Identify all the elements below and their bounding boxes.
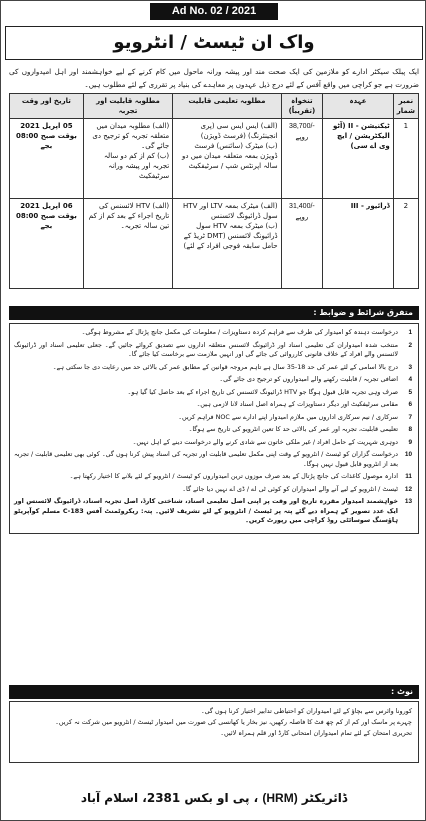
row-date-time	[10, 119, 84, 199]
row-experience	[83, 199, 172, 289]
list-item	[14, 341, 412, 360]
term-number: 5	[408, 388, 412, 396]
term-text: درخواست گزاران کو ٹیسٹ / انٹرویو کے وقت اپنی مکمل تعلیمی قابلیت اور تجربہ کی اسناد پیش کرنا ہوں گی۔ کوئی بھی تعلیمی قابلیت / تجربہ بعد از انٹرویو قابل قبول نہیں ہوگا۔	[14, 450, 398, 468]
row-serial: 1	[393, 119, 418, 199]
header-pay: تنخواہ (تقریباً)	[281, 94, 323, 119]
note-line: کورونا وائرس سے بچاؤ کے لئے امیدواران کو احتیاطی تدابیر اختیار کرنا ہوں گی۔	[200, 707, 412, 715]
header-serial: نمبر شمار	[393, 94, 418, 119]
row-pay-amount: 31,400/-	[289, 203, 315, 210]
term-number: 7	[408, 413, 412, 421]
term-text: اضافی تجربہ / قابلیت رکھنے والے امیدواروں کو ترجیح دی جائے گی۔	[219, 375, 398, 383]
list-item	[14, 413, 412, 423]
list-item	[14, 375, 412, 385]
terms-list	[9, 323, 419, 534]
list-item	[14, 363, 412, 373]
term-number: 2	[408, 341, 412, 349]
row-post: ٹیکنیشن - II (آٹو الیکٹریشن / ایچ وی اے سی)	[323, 119, 394, 199]
row-pay-suffix: روپے	[295, 133, 309, 141]
footer-hrm: (HRM)	[262, 791, 298, 805]
experience-item: (ب) کم از کم دو سالہ تجربہ اور پیشہ ورانہ سرٹیفکیٹ	[103, 152, 170, 180]
row-pay-amount: 38,700/-	[289, 123, 315, 130]
term-number: 4	[408, 376, 412, 383]
list-item	[14, 497, 412, 526]
term-number: 12	[404, 485, 412, 493]
notes-box	[9, 701, 419, 763]
terms-heading: متفرق شرائط و ضوابط :	[9, 306, 419, 320]
term-number: 8	[408, 426, 412, 433]
header-post: عہدہ	[323, 94, 394, 119]
term-text: ٹیسٹ / انٹرویو کے لیے آنے والے امیدواران کو کوئی ٹی اے / ڈی اے نہیں دیا جائے گا۔	[182, 484, 398, 493]
term-text: درخواست دہندہ کو امیدوار کی طرف سے فراہم کردہ دستاویزات / معلومات کی مکمل جانچ پڑتال کے مشروط ہوگی۔	[81, 328, 398, 336]
header-date-time: تاریخ اور وقت	[10, 94, 84, 119]
header-experience: مطلوبہ قابلیت اور تجربہ	[83, 94, 172, 119]
list-item	[14, 485, 412, 495]
row-pay	[281, 119, 323, 199]
table-row	[10, 199, 419, 289]
header-qualification: مطلوبہ تعلیمی قابلیت	[173, 94, 281, 119]
row-date: 05 اپریل 2021	[20, 122, 73, 130]
term-text: تعلیمی قابلیت، تجربہ اور عمر کی بالائی حد کا تعین انٹرویو کی تاریخ سے ہوگا۔	[188, 425, 398, 433]
title-box	[5, 26, 423, 60]
row-serial: 2	[393, 199, 418, 289]
row-time: بوقت صبح 08:00 بجے	[15, 212, 77, 230]
term-number: 13	[404, 498, 412, 505]
table-header-row	[10, 94, 419, 119]
term-text: درج بالا اسامی کے لئے عمر کی حد 18-35 سال ہے تاہم مروجہ قوانین کے مطابق عمر کی بالائی حد میں رعایت دی جا سکتی ہے۔	[52, 362, 398, 371]
term-text: دوہری شہریت کے حامل افراد / غیر ملکی خاتون سے شادی کرنے والے درخواست دینے کے اہل نہیں۔	[132, 437, 398, 446]
term-number: 11	[405, 473, 412, 480]
row-pay	[281, 199, 323, 289]
term-text: مقامی سرٹیفکیٹ اور دیگر دستاویزات کے ہمراہ اصل اسناد لانا لازمی ہیں۔	[196, 400, 398, 408]
row-date-time	[10, 199, 84, 289]
footer-address: ، پی او بکس 2381، اسلام آباد	[80, 791, 259, 805]
page-title: واک ان ٹیسٹ / انٹرویو	[113, 32, 315, 53]
term-number: 6	[408, 401, 412, 408]
jobs-table	[9, 93, 419, 289]
row-qualification	[173, 199, 281, 289]
row-post: ڈرائیور - III	[323, 199, 394, 289]
qualification-item: (الف) میٹرک بمعہ LTV اور HTV سول ڈرائیونگ لائسنس	[183, 202, 278, 220]
term-number: 1	[408, 329, 412, 336]
note-line: چہرے پر ماسک اور کم از کم چھ فٹ کا فاصلہ رکھیں، نیز بخار یا کھانسی کی صورت میں امیدوار ٹیسٹ / انٹرویو میں شرکت نہ کریں۔	[55, 718, 412, 726]
footer-director-label: ڈائریکٹر	[301, 791, 348, 805]
row-date: 06 اپریل 2021	[20, 202, 73, 210]
row-qualification	[173, 119, 281, 199]
footer-signature	[9, 791, 419, 805]
qualification-item: (الف) ایس ایس سی (پری انجینئرنگ) (فرسٹ ڈویژن)	[200, 122, 278, 140]
experience-item: (الف) HTV لائسنس کی تاریخ اجراء کے بعد کم از کم تین سالہ تجربہ۔	[88, 202, 170, 230]
list-item	[14, 328, 412, 338]
experience-item: (الف) مطلوبہ میدان میں متعلقہ تجربہ کو ترجیح دی جائے گی۔	[92, 122, 170, 150]
term-number: 3	[408, 363, 412, 371]
ad-number-badge: Ad No. 02 / 2021	[150, 3, 278, 20]
term-number: 10	[404, 451, 412, 458]
notes-heading: نوٹ :	[9, 685, 419, 699]
term-text: منتخب شدہ امیدواران کی تعلیمی اسناد اور ڈرائیونگ لائسنس متعلقہ اداروں سے تصدیق کروائے جائیں گے۔ جعلی تعلیمی اسناد اور ڈرائیونگ لائسنس والے افراد کے خلاف قانونی کارروائی کی جائے گی اور انہیں ملازمت سے برخاست کیا جائے گا۔	[14, 340, 398, 358]
list-item	[14, 438, 412, 448]
row-experience	[83, 119, 172, 199]
term-text: خواہشمند امیدوار مقررہ تاریخ اور وقت پر اپنی اصل تعلیمی اسناد، شناختی کارڈ، اصل تجربہ اسناد، ڈرائیونگ لائسنس اور ایک عدد تصویر کے ہمراہ دیے گئے پتہ پر ٹیسٹ / انٹرویو کے لئے تشریف لائیں۔ پتہ: ریکروٹمنٹ آفس C-183 مسلم کوآپریٹو ہاؤسنگ سوسائٹی روڈ کراچی میں رپورٹ کریں۔	[14, 497, 398, 524]
list-item	[14, 400, 412, 410]
list-item	[14, 450, 412, 469]
term-text: ادارہ موصول کاغذات کی جانچ پڑتال کے بعد صرف موزوں ترین امیدواروں کو ٹیسٹ / انٹرویو کے لئے بلانے کا اختیار رکھتا ہے۔	[69, 472, 398, 480]
row-time: بوقت صبح 08:00 بجے	[15, 132, 77, 150]
term-text: صرف وہی تجربہ قابل قبول ہوگا جو HTV ڈرائیونگ لائسنس کی تاریخ اجراء کے بعد حاصل کیا گیا ہو۔	[127, 387, 398, 396]
list-item	[14, 472, 412, 482]
row-pay-suffix: روپے	[295, 213, 309, 221]
term-text: سرکاری / نیم سرکاری اداروں میں ملازم امیدوار اپنے ادارے سے NOC فراہم کریں۔	[178, 412, 398, 421]
term-number: 9	[408, 438, 412, 446]
qualification-item: (ب) میٹرک (سائنس) فرسٹ ڈویژن بمعہ متعلقہ میدان میں دو سالہ اپرنٹس شپ / سرٹیفکیٹ	[182, 142, 278, 170]
intro-paragraph: ایک پبلک سیکٹر ادارے کو ملازمین کی ایک صحت مند اور پیشہ ورانہ ماحول میں کام کرنے کے لیے خواہشمند اور اہل امیدواروں کی ضرورت ہے جو کراچی میں واقع آفس کے لئے درج ذیل عہدوں پر معاہدے کی بنیاد پر تقرری کے لئے مطلوب ہیں۔	[9, 67, 419, 89]
qualification-item: (ب) میٹرک بمعہ HTV سول ڈرائیونگ لائسنس (DMT ٹریڈ کے حامل سابقہ فوجی افراد کے لئے)	[183, 222, 278, 250]
note-line: تحریری امتحان کے لئے تمام امیدواران امتحانی کارڈ اور قلم ہمراہ لائیں۔	[220, 729, 412, 737]
list-item	[14, 425, 412, 435]
list-item	[14, 388, 412, 398]
table-row	[10, 119, 419, 199]
